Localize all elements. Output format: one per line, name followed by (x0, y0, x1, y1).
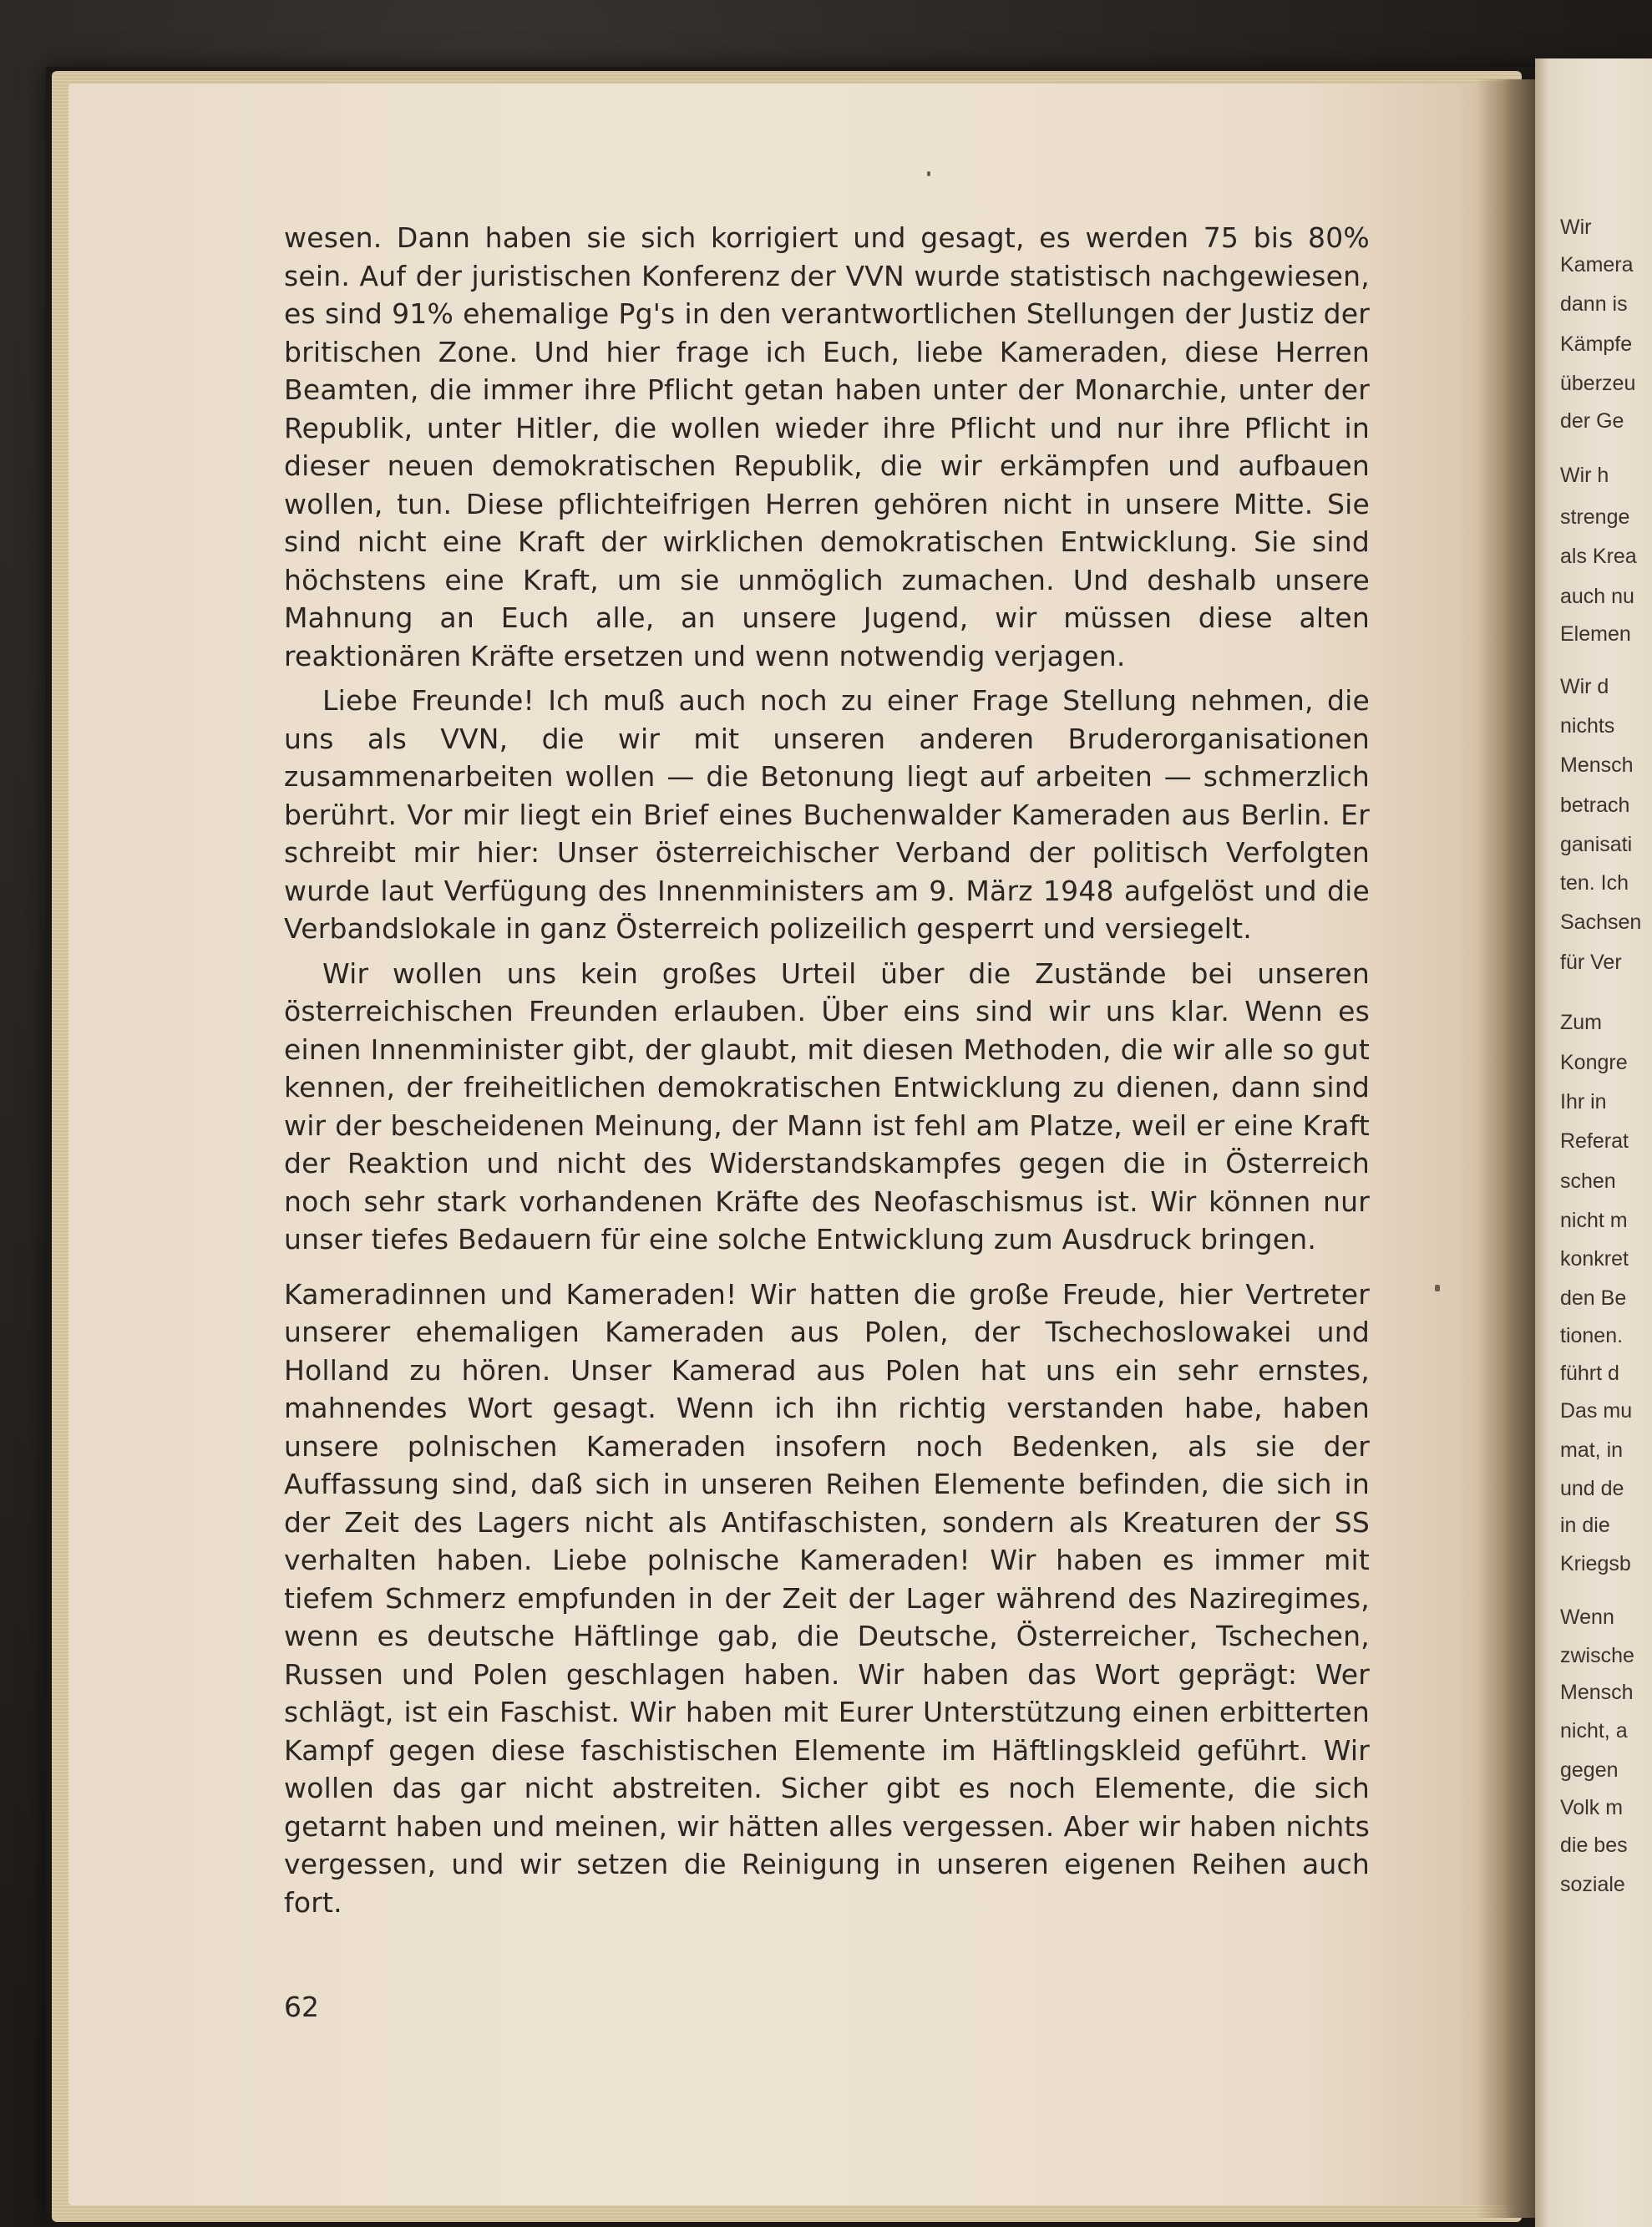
fragment-line: und de (1560, 1477, 1624, 1500)
fragment-line: für Ver (1560, 951, 1622, 974)
fragment-line: in die (1560, 1514, 1610, 1537)
fragment-line: nicht, a (1560, 1719, 1628, 1743)
fragment-line: als Krea (1560, 545, 1637, 568)
fragment-line: Wir h (1560, 464, 1609, 487)
paper-speck (927, 171, 930, 176)
fragment-line: konkret (1560, 1247, 1629, 1271)
fragment-line: Kongre (1560, 1051, 1628, 1074)
fragment-line: führt d (1560, 1362, 1619, 1385)
fragment-line: ganisati (1560, 833, 1633, 856)
fragment-line: den Be (1560, 1286, 1627, 1310)
fragment-line: Mensch (1560, 753, 1634, 777)
fragment-line: Sachsen (1560, 911, 1642, 934)
fragment-line: Kämpfe (1560, 332, 1633, 356)
fragment-line: tionen. (1560, 1324, 1624, 1347)
fragment-line: soziale (1560, 1873, 1625, 1896)
fragment-line: Wenn (1560, 1606, 1614, 1629)
fragment-line: strenge (1560, 505, 1630, 529)
fragment-line: Kamera (1560, 253, 1634, 276)
fragment-line: der Ge (1560, 409, 1624, 433)
right-page-text-fragments (1560, 0, 1652, 2227)
fragment-line: betrach (1560, 794, 1630, 817)
fragment-line: mat, in (1560, 1438, 1624, 1462)
fragment-line: Ihr in (1560, 1090, 1607, 1114)
fragment-line: gegen (1560, 1758, 1619, 1782)
fragment-line: Wir d (1560, 675, 1609, 698)
fragment-line: nichts (1560, 714, 1615, 738)
fragment-line: überzeu (1560, 372, 1636, 395)
fragment-line: nicht m (1560, 1209, 1628, 1232)
book-gutter (1477, 79, 1535, 2218)
fragment-line: Das mu (1560, 1399, 1633, 1423)
fragment-line: dann is (1560, 292, 1628, 316)
fragment-line: Zum (1560, 1011, 1602, 1034)
paragraph-2: Liebe Freunde! Ich muß auch noch zu einer Frage Stellung nehmen, die uns als VVN, die wir mit unseren anderen Bruderorganisationen zusammenarbeiten wollen — die Betonung liegt auf arbeiten — schmerzlich berührt. Vor mir liegt ein Brief eines Buchenwalder Kameraden aus Berlin. Er schreibt mir hier: Unser österreichischer Verband der politisch Verfolgten wurde laut Verfügung des Innenministers am 9. März 1948 aufgelöst und die Verbandslokale in ganz Österreich polizeilich gesperrt und versiegelt. (284, 684, 1370, 945)
paragraph-1: wesen. Dann haben sie sich korrigiert und gesagt, es werden 75 bis 80% sein. Auf der juristischen Konferenz der VVN wurde statistisch nachgewiesen, es sind 91% ehemalige Pg's in den verantwortlichen Stellungen der Justiz der britischen Zone. Und hier frage ich Euch, liebe Kameraden, diese Herren Beamten, die immer ihre Pflicht getan haben unter der Monarchie, unter der Republik, unter Hitler, die wollen wieder ihre Pflicht und nur ihre Pflicht in dieser neuen demokratischen Republik, die wir erkämpfen und aufbauen wollen, tun. Diese pflichteifrigen Herren gehören nicht in unsere Mitte. Sie sind nicht eine Kraft der wirklichen demokratischen Entwicklung. Sie sind höchstens eine Kraft, um sie unmöglich zumachen. Und deshalb unsere Mahnung an Euch alle, an unsere Jugend, wir müssen diese alten reaktionären Kräfte ersetzen und wenn notwendig verjagen. (284, 221, 1370, 672)
fragment-line: Elemen (1560, 622, 1631, 646)
paragraph-4: Kameradinnen und Kameraden! Wir hatten die große Freude, hier Vertreter unserer ehemaligen Kameraden aus Polen, der Tschechoslowakei und Holland zu hören. Unser Kamerad aus Polen hat uns ein sehr ernstes, mahnendes Wort gesagt. Wenn ich ihn richtig verstanden habe, haben unsere polnischen Kameraden insofern noch Bedenken, als sie der Auffassung sind, daß sich in unseren Reihen Elemente befinden, die sich in der Zeit des Lagers nicht als Antifaschisten, sondern als Kreaturen der SS verhalten haben. Liebe polnische Kameraden! Wir haben es immer mit tiefem Schmerz empfunden in der Zeit der Lager während des Naziregimes, wenn es deutsche Häftlinge gab, die Deutsche, Österreicher, Tschechen, Russen und Polen geschlagen haben. Wir haben das Wort geprägt: Wer schlägt, ist ein Faschist. Wir haben mit Eurer Unterstützung einen erbitterten Kampf gegen diese faschistischen Elemente im Häftlingskleid geführt. Wir wollen das gar nicht abstreiten. Sicher gibt es noch Elemente, die sich getarnt haben und meinen, wir hätten alles vergessen. Aber wir haben nichts vergessen, und wir setzen die Reinigung in unseren eigenen Reihen auch fort. (284, 1277, 1370, 1919)
fragment-line: Wir (1560, 216, 1592, 239)
page-number: 62 (284, 1991, 319, 2023)
fragment-line: zwische (1560, 1644, 1634, 1667)
fragment-line: Mensch (1560, 1681, 1634, 1704)
fragment-line: Kriegsb (1560, 1552, 1631, 1575)
fragment-line: Volk m (1560, 1796, 1624, 1819)
page-body-text (284, 219, 1370, 1928)
fragment-line: ten. Ich (1560, 871, 1629, 895)
paper-speck (1435, 1285, 1440, 1291)
fragment-line: die bes (1560, 1834, 1628, 1857)
fragment-line: auch nu (1560, 585, 1634, 608)
paragraph-3: Wir wollen uns kein großes Urteil über die Zustände bei unseren österreichischen Freunden erlauben. Über eins sind wir uns klar. Wenn es einen Innenminister gibt, der glaubt, mit diesen Methoden, die wir alle so gut kennen, der freiheitlichen demokratischen Entwicklung zu dienen, dann sind wir der bescheidenen Meinung, der Mann ist fehl am Platze, weil er eine Kraft der Reaktion und nicht des Widerstandskampfes gegen die in Österreich noch sehr stark vorhandenen Kräfte des Neofaschismus ist. Wir können nur unser tiefes Bedauern für eine solche Entwicklung zum Ausdruck bringen. (284, 956, 1370, 1256)
fragment-line: Referat (1560, 1129, 1629, 1153)
fragment-line: schen (1560, 1169, 1616, 1193)
